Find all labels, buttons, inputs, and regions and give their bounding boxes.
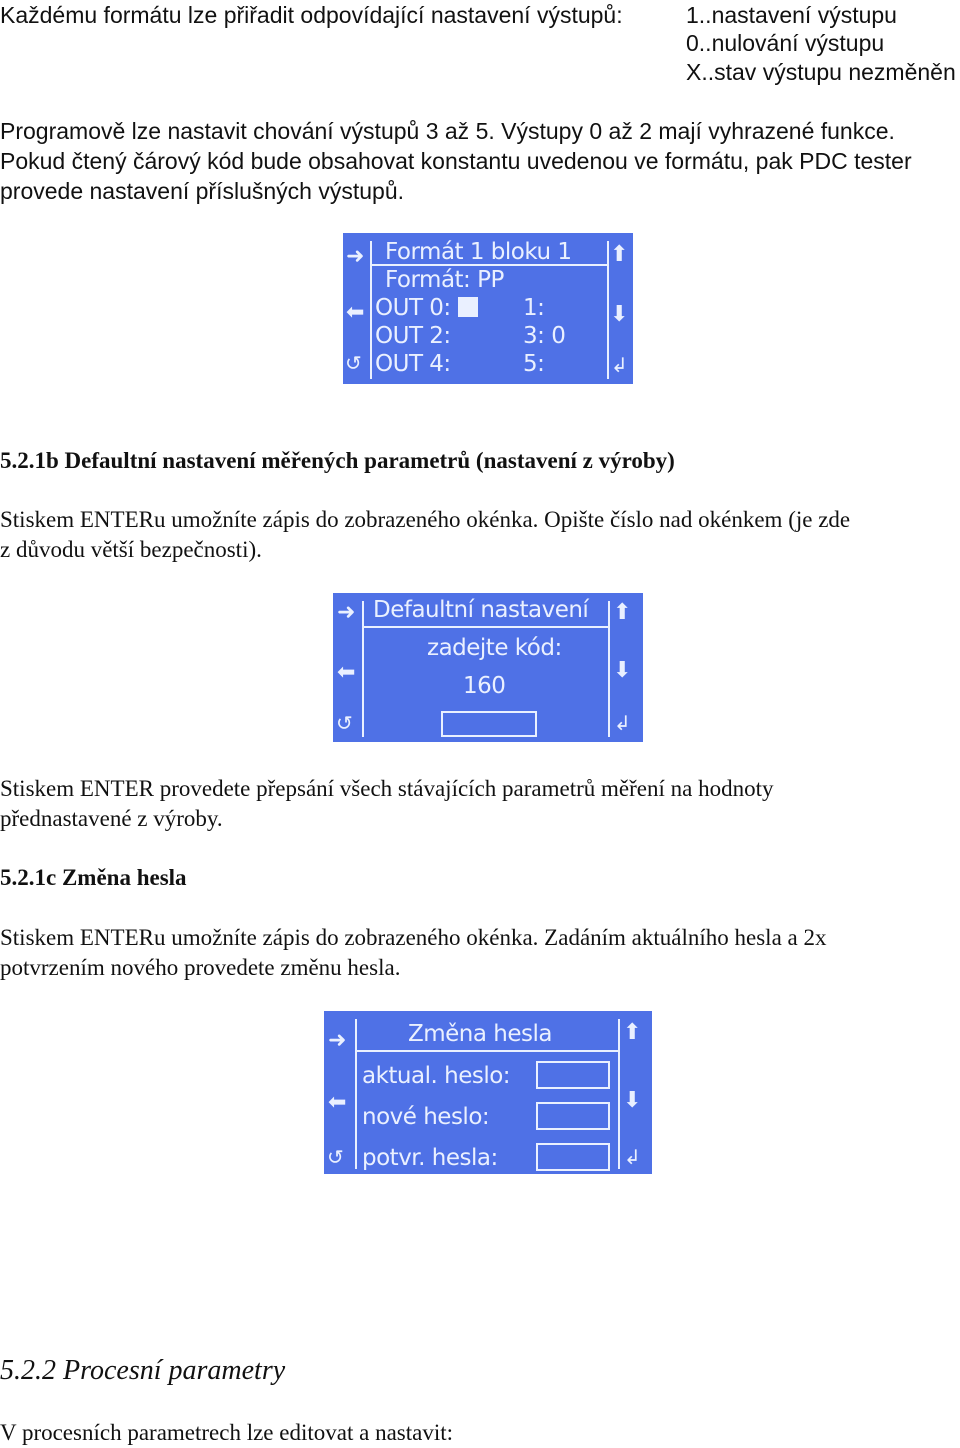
legend-item: X..stav výstupu nezměněn (686, 59, 956, 85)
section-heading: 5.2.2 Procesní parametry (0, 1355, 286, 1386)
code-entry-box[interactable] (441, 711, 537, 737)
arrow-down-icon: ⬇ (613, 657, 632, 682)
lcd-screen-output-format (343, 233, 633, 384)
lcd-field-label: potvr. hesla: (362, 1145, 498, 1171)
arrow-right-icon: ➜ (337, 599, 356, 624)
current-password-box[interactable] (536, 1061, 610, 1089)
paragraph-line: Stiskem ENTER provedete přepsání všech stávajících parametrů měření na hodnoty (0, 776, 774, 801)
arrow-down-icon: ⬇ (623, 1087, 642, 1112)
lcd-title: Defaultní nastavení (373, 597, 589, 623)
escape-icon: ↺ (336, 713, 353, 735)
enter-icon: ↲ (624, 1147, 641, 1169)
paragraph-line: Stiskem ENTERu umožníte zápis do zobrazeného okénka. Opište číslo nad okénkem (je zde (0, 507, 851, 532)
legend-item: 1..nastavení výstupu (686, 2, 897, 28)
lcd-field-label: aktual. heslo: (362, 1063, 511, 1089)
lcd-out-left: OUT 0: (375, 295, 451, 321)
lcd-field-label: nové heslo: (362, 1104, 490, 1130)
confirm-password-box[interactable] (536, 1143, 610, 1171)
paragraph-line: z důvodu větší bezpečnosti). (0, 537, 262, 562)
paragraph-line: potvrzením nového provedete změnu hesla. (0, 955, 401, 980)
lcd-out-left: OUT 4: (375, 351, 451, 377)
paragraph-line: Pokud čtený čárový kód bude obsahovat konstantu uvedenou ve formátu, pak PDC tester (0, 148, 912, 174)
lcd-title: Formát 1 bloku 1 (385, 239, 572, 265)
arrow-left-icon: ⬅ (328, 1089, 347, 1114)
lcd-format: Formát: PP (385, 267, 504, 293)
lcd-out-right: 1: (523, 295, 545, 321)
paragraph-line: Stiskem ENTERu umožníte zápis do zobrazeného okénka. Zadáním aktuálního hesla a 2x (0, 925, 827, 950)
lcd-screen-default-settings (333, 593, 643, 742)
escape-icon: ↺ (345, 353, 362, 375)
lcd-out-left: OUT 2: (375, 323, 451, 349)
arrow-right-icon: ➜ (346, 243, 365, 268)
escape-icon: ↺ (327, 1147, 344, 1169)
lcd-code: 160 (463, 673, 506, 699)
cursor-block (458, 297, 478, 317)
lcd-title: Změna hesla (408, 1021, 552, 1047)
arrow-up-icon: ⬆ (623, 1019, 642, 1044)
enter-icon: ↲ (614, 713, 631, 735)
lcd-screen-password-change (324, 1011, 652, 1174)
lcd-out-right: 5: (523, 351, 545, 377)
legend-item: 0..nulování výstupu (686, 30, 885, 56)
paragraph-line: Programově lze nastavit chování výstupů 3 až 5. Výstupy 0 až 2 mají vyhrazené funkce. (0, 118, 895, 144)
arrow-left-icon: ⬅ (346, 299, 365, 324)
section-heading: 5.2.1b Defaultní nastavení měřených parametrů (nastavení z výroby) (0, 448, 675, 473)
arrow-up-icon: ⬆ (610, 241, 629, 266)
arrow-up-icon: ⬆ (613, 599, 632, 624)
arrow-left-icon: ⬅ (337, 659, 356, 684)
intro-lead: Každému formátu lze přiřadit odpovídající nastavení výstupů: (0, 2, 623, 28)
paragraph-line: V procesních parametrech lze editovat a nastavit: (0, 1420, 453, 1445)
paragraph-line: provede nastavení příslušných výstupů. (0, 178, 405, 204)
arrow-right-icon: ➜ (328, 1027, 347, 1052)
enter-icon: ↲ (611, 355, 628, 377)
lcd-prompt: zadejte kód: (427, 635, 562, 661)
paragraph-line: přednastavené z výroby. (0, 806, 223, 831)
section-heading: 5.2.1c Změna hesla (0, 865, 187, 890)
new-password-box[interactable] (536, 1102, 610, 1130)
lcd-out-right: 3: 0 (523, 323, 566, 349)
arrow-down-icon: ⬇ (610, 301, 629, 326)
